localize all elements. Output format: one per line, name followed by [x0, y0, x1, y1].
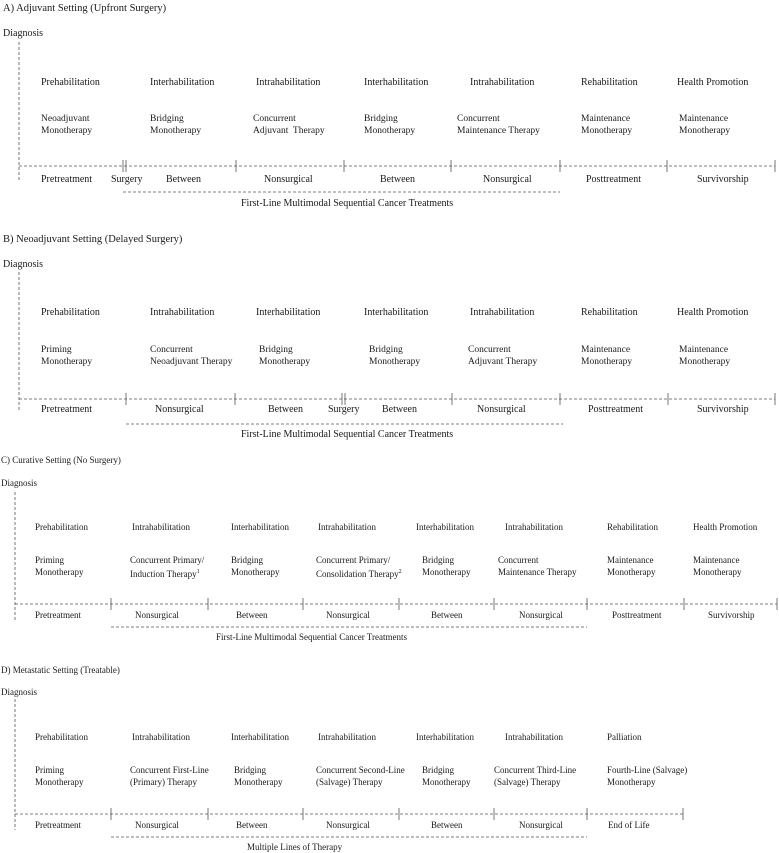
- therapy-label: Concurrent Adjuvant Therapy: [468, 345, 538, 367]
- timeline-label: Pretreatment: [35, 610, 81, 620]
- timeline-label: Nonsurgical: [477, 404, 526, 415]
- timeline-label: Nonsurgical: [135, 820, 179, 830]
- phase-label: Intrahabilitation: [132, 732, 190, 742]
- diagnosis-label: Diagnosis: [3, 259, 43, 270]
- phase-label: Prehabilitation: [41, 77, 100, 88]
- phase-label: Intrahabilitation: [150, 307, 215, 318]
- therapy-label: Bridging Monotherapy: [422, 765, 471, 787]
- phase-label: Interhabilitation: [256, 307, 321, 318]
- phase-label: Health Promotion: [677, 77, 749, 88]
- timeline-label: Survivorship: [697, 174, 749, 185]
- panel-title: A) Adjuvant Setting (Upfront Surgery): [3, 3, 167, 14]
- therapy-label: Bridging Monotherapy: [231, 555, 280, 577]
- timeline-label: Posttreatment: [612, 610, 662, 620]
- phase-label: Health Promotion: [677, 307, 749, 318]
- timeline-label: Surgery: [328, 404, 360, 415]
- timeline-label: Nonsurgical: [519, 610, 563, 620]
- diagnosis-label: Diagnosis: [1, 687, 37, 697]
- therapy-label: [130, 554, 204, 580]
- panel-title: C) Curative Setting (No Surgery): [1, 455, 121, 465]
- timeline-label: Nonsurgical: [326, 610, 370, 620]
- timeline-label: Between: [382, 404, 417, 415]
- caption: First-Line Multimodal Sequential Cancer Treatments: [241, 429, 454, 440]
- timeline-label: Nonsurgical: [483, 174, 532, 185]
- therapy-label: Concurrent Third-Line (Salvage) Therapy: [494, 765, 577, 787]
- phase-label: Interhabilitation: [231, 522, 289, 532]
- phase-label: Intrahabilitation: [318, 732, 376, 742]
- therapy-label: Maintenance Monotherapy: [581, 114, 633, 136]
- therapy-label: Bridging Monotherapy: [150, 114, 202, 136]
- timeline-label: Between: [166, 174, 201, 185]
- therapy-label: Maintenance Monotherapy: [679, 114, 731, 136]
- therapy-label: Maintenance Monotherapy: [607, 555, 656, 577]
- phase-label: Interhabilitation: [231, 732, 289, 742]
- footnote-marker: 2: [398, 569, 402, 575]
- therapy-label: [316, 554, 402, 580]
- timeline-label: Nonsurgical: [155, 404, 204, 415]
- therapy-label: Concurrent First-Line (Primary) Therapy: [130, 765, 209, 787]
- timeline-label: Nonsurgical: [326, 820, 370, 830]
- phase-label: Rehabilitation: [581, 307, 638, 318]
- panel-title: D) Metastatic Setting (Treatable): [1, 665, 120, 675]
- timeline-label: Between: [236, 820, 268, 830]
- therapy-label: Maintenance Monotherapy: [679, 345, 731, 367]
- timeline-label: Surgery: [111, 174, 143, 185]
- phase-label: Interhabilitation: [364, 307, 429, 318]
- timeline-label: Between: [431, 820, 463, 830]
- phase-label: Rehabilitation: [607, 522, 658, 532]
- timeline-label: Posttreatment: [588, 404, 643, 415]
- timeline-label: Between: [431, 610, 463, 620]
- phase-label: Health Promotion: [693, 522, 758, 532]
- therapy-label: Bridging Monotherapy: [422, 555, 471, 577]
- timeline-label: End of Life: [608, 820, 650, 830]
- diagnosis-label: Diagnosis: [1, 478, 37, 488]
- therapy-label: Fourth-Line (Salvage) Monotherapy: [607, 765, 688, 787]
- therapy-label: Concurrent Maintenance Therapy: [498, 555, 577, 577]
- timeline-label: Pretreatment: [35, 820, 81, 830]
- timeline-label: Between: [236, 610, 268, 620]
- timeline-label: Survivorship: [708, 610, 755, 620]
- timeline-label: Nonsurgical: [264, 174, 313, 185]
- footnote-marker: 1: [196, 569, 200, 575]
- therapy-text: Concurrent Primary/ Induction Therapy: [130, 555, 205, 579]
- panel-title: B) Neoadjuvant Setting (Delayed Surgery): [3, 234, 183, 245]
- timeline-label: Nonsurgical: [135, 610, 179, 620]
- therapy-label: Concurrent Maintenance Therapy: [457, 114, 540, 136]
- timeline-label: Pretreatment: [41, 404, 93, 415]
- therapy-label: Maintenance Monotherapy: [693, 555, 742, 577]
- therapy-label: Bridging Monotherapy: [234, 765, 283, 787]
- phase-label: Intrahabilitation: [256, 77, 321, 88]
- timeline-label: Posttreatment: [586, 174, 641, 185]
- timeline-label: Survivorship: [697, 404, 749, 415]
- phase-label: Interhabilitation: [364, 77, 429, 88]
- phase-label: Intrahabilitation: [318, 522, 376, 532]
- phase-label: Prehabilitation: [35, 732, 88, 742]
- therapy-label: Priming Monotherapy: [41, 345, 93, 367]
- caption: Multiple Lines of Therapy: [247, 842, 343, 852]
- timeline-label: Nonsurgical: [519, 820, 563, 830]
- diagnosis-label: Diagnosis: [3, 28, 43, 39]
- phase-label: Intrahabilitation: [505, 522, 563, 532]
- phase-label: Interhabilitation: [150, 77, 215, 88]
- therapy-label: Maintenance Monotherapy: [581, 345, 633, 367]
- phase-label: Interhabilitation: [416, 522, 474, 532]
- phase-label: Interhabilitation: [416, 732, 474, 742]
- timeline-label: Between: [380, 174, 415, 185]
- phase-label: Prehabilitation: [35, 522, 88, 532]
- therapy-label: Neoadjuvant Monotherapy: [41, 114, 93, 136]
- therapy-label: Bridging Monotherapy: [364, 114, 416, 136]
- phase-label: Intrahabilitation: [470, 77, 535, 88]
- therapy-label: Priming Monotherapy: [35, 765, 84, 787]
- phase-label: Intrahabilitation: [132, 522, 190, 532]
- phase-label: Palliation: [607, 732, 642, 742]
- therapy-label: Bridging Monotherapy: [259, 345, 311, 367]
- therapy-label: Concurrent Second-Line (Salvage) Therapy: [316, 765, 405, 787]
- phase-label: Intrahabilitation: [505, 732, 563, 742]
- phase-label: Rehabilitation: [581, 77, 638, 88]
- caption: First-Line Multimodal Sequential Cancer Treatments: [216, 632, 407, 642]
- therapy-label: Priming Monotherapy: [35, 555, 84, 577]
- therapy-label: Concurrent Neoadjuvant Therapy: [150, 345, 233, 367]
- caption: First-Line Multimodal Sequential Cancer Treatments: [241, 198, 454, 209]
- timeline-label: Pretreatment: [41, 174, 93, 185]
- therapy-label: Bridging Monotherapy: [369, 345, 421, 367]
- phase-label: Intrahabilitation: [470, 307, 535, 318]
- timeline-label: Between: [268, 404, 303, 415]
- therapy-text: Concurrent Primary/ Consolidation Therapy: [316, 555, 399, 579]
- therapy-label: Concurrent Adjuvant Therapy: [253, 114, 325, 136]
- phase-label: Prehabilitation: [41, 307, 100, 318]
